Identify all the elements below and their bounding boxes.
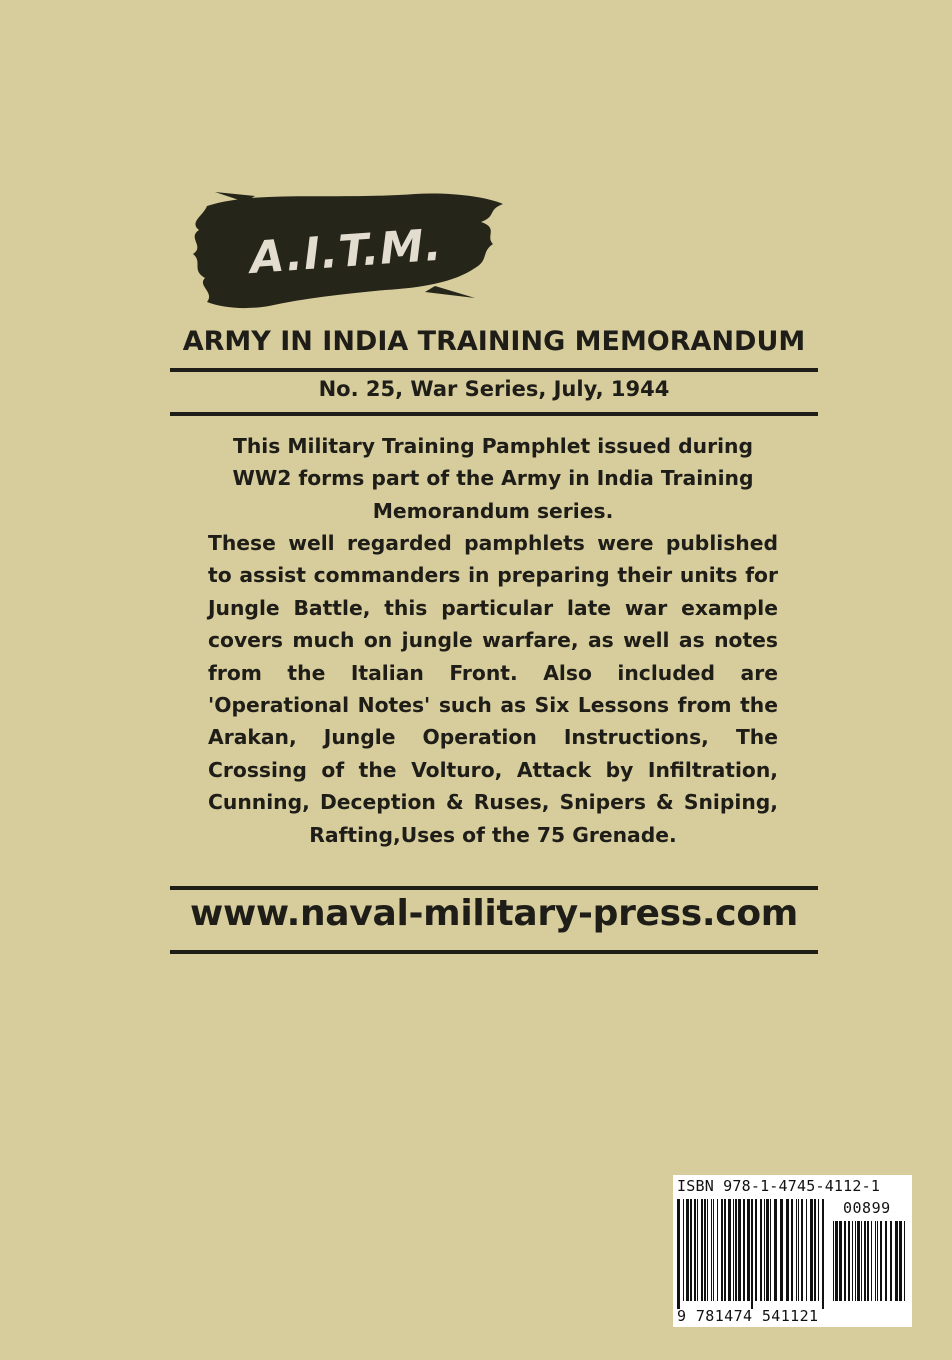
divider [170,412,818,416]
barcode-addon-number: 00899 [843,1199,891,1217]
barcode-bar [796,1199,797,1301]
barcode-bar [707,1199,708,1301]
barcode-bar [880,1221,882,1301]
barcode-bar [801,1199,803,1301]
barcode-bar [885,1221,887,1301]
barcode-bar [814,1199,816,1301]
intro-paragraph: This Military Training Pamphlet issued during WW2 forms part of the Army in India Training Memorandum series. [232,434,754,523]
barcode-bar [733,1199,734,1301]
isbn-number: ISBN 978-1-4745-4112-1 [677,1177,881,1195]
barcode-bar [810,1199,813,1301]
barcode-bar [786,1199,789,1301]
barcode-bar [735,1199,737,1301]
divider [170,886,818,890]
barcode-bar [704,1199,706,1301]
barcode-bar [755,1199,757,1301]
barcode-bar [694,1199,696,1301]
barcode-bar [721,1199,723,1301]
barcode-bar [835,1221,838,1301]
barcode-bar [852,1221,853,1301]
barcode-bar [904,1221,905,1301]
barcode-bar [875,1221,876,1301]
barcode-bar [774,1199,777,1301]
barcode-bar [877,1221,878,1301]
barcode-bar [770,1199,771,1301]
barcode-bar [717,1199,718,1301]
publisher-url: www.naval-military-press.com [190,893,798,934]
barcode-bar [798,1199,799,1301]
barcode-bar [743,1199,745,1301]
barcode-bar [861,1221,862,1301]
barcode-bar [724,1199,726,1301]
issue-subtitle: No. 25, War Series, July, 1944 [318,377,670,401]
barcode-bar [844,1221,846,1301]
barcode-bar [871,1221,872,1301]
barcode-bar [747,1199,750,1301]
barcode-bar [728,1199,731,1301]
barcode-bar [890,1221,892,1301]
description-paragraph: These well regarded pamphlets were published to assist commanders in preparing their units for Jungle Battle, this particular late war example covers much on jungle warfare, as well as notes from the Italian Front. Also included are 'Operational Notes' such as Six Lessons from the Arakan, Jungle Operation Instructions, The Crossing of the Volturo, Attack by Infiltration, Cunning, Deception & Ruses, Snipers & Sniping, Rafting,Uses of the 75 Grenade. [208,531,778,847]
barcode-bar [764,1199,765,1301]
barcode-bar [855,1221,856,1301]
barcode-bar [690,1199,692,1301]
barcode-bar [683,1199,684,1301]
divider [170,368,818,372]
barcode-bar [899,1221,902,1301]
barcode-bar [780,1199,783,1301]
barcode-bar [766,1199,769,1301]
logo-text: A.I.T.M. [248,219,444,284]
divider [170,950,818,954]
barcode-bar [895,1221,898,1301]
barcode-bar [848,1221,850,1301]
barcode-bar [864,1221,866,1301]
barcode-bar [818,1199,819,1301]
ean-barcode-icon [677,1199,825,1309]
barcode-bar [713,1199,714,1301]
barcode-bar [857,1221,860,1301]
barcode-bar [677,1199,680,1309]
barcode-bar [686,1199,689,1301]
barcode-bar [791,1199,793,1301]
barcode-bar [822,1199,824,1309]
barcode-bar [711,1199,712,1301]
barcode-bar [806,1199,807,1301]
barcode [673,1175,912,1327]
barcode-bar [867,1221,869,1301]
page-title: ARMY IN INDIA TRAINING MEMORANDUM [182,326,806,357]
barcode-bar [697,1199,698,1301]
barcode-bar [701,1199,703,1301]
addon-barcode-icon [833,1221,907,1309]
barcode-bar [751,1199,753,1309]
barcode-bar [839,1221,842,1301]
ean-digits: 9 781474 541121 [677,1307,819,1325]
barcode-bar [738,1199,741,1301]
barcode-bar [833,1221,834,1301]
barcode-bar [760,1199,762,1301]
